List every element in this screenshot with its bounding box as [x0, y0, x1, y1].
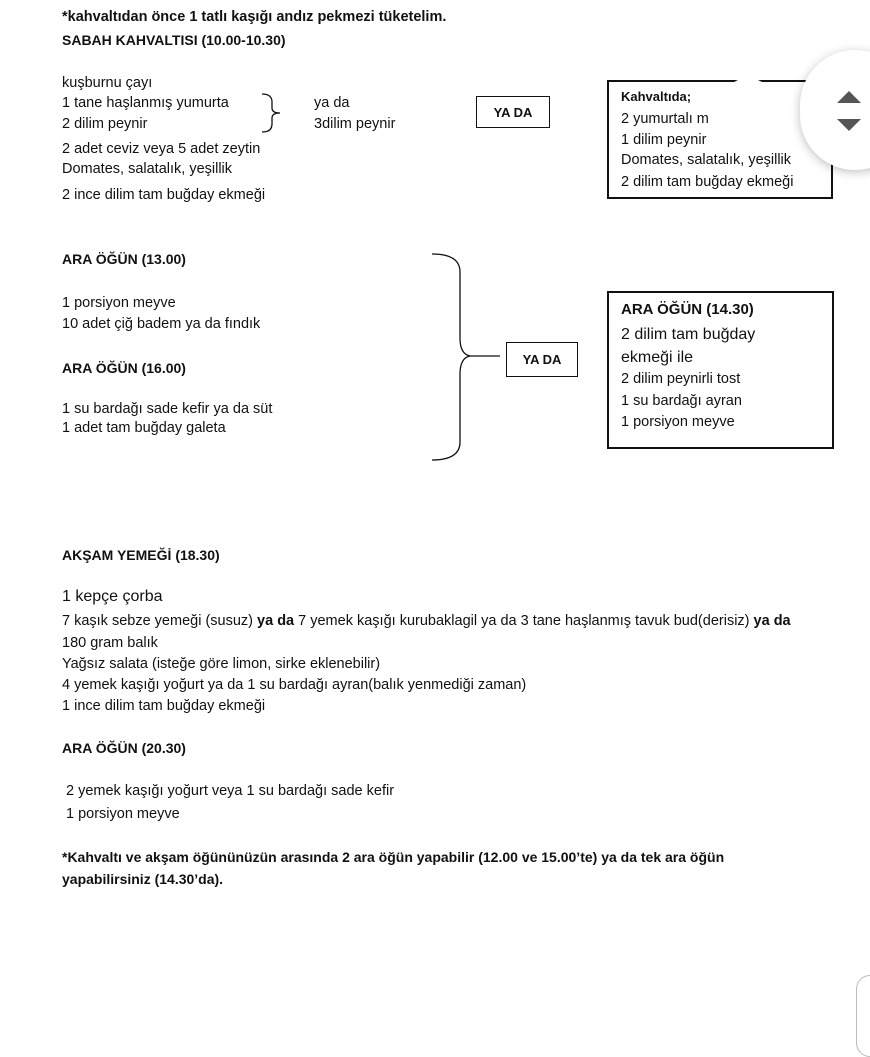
box-item: 2 dilim tam buğday ekmeği: [621, 174, 794, 190]
box-item: 1 su bardağı ayran: [621, 393, 742, 409]
list-item: 1 ince dilim tam buğday ekmeği: [62, 698, 266, 714]
box-item: ekmeği ile: [621, 349, 694, 366]
list-item: 180 gram balık: [62, 635, 158, 651]
list-item: 4 yemek kaşığı yoğurt ya da 1 su bardağı ayran(balık yenmediği zaman): [62, 677, 527, 693]
footer-note-line: *Kahvaltı ve akşam öğününüzün arasında 2 ara öğün yapabilir (12.00 ve 15.00’te) ya da tek ara öğün: [62, 849, 725, 865]
dinner-text: 7 kaşık sebze yemeği (susuz): [62, 613, 258, 629]
or-emphasis: ya da: [257, 613, 295, 629]
list-item: [62, 612, 791, 630]
box-item: Domates, salatalık, yeşillik: [621, 152, 792, 168]
snack1-title: ARA ÖĞÜN (13.00): [62, 251, 186, 267]
or-label: ya da: [314, 95, 350, 111]
list-item: Yağsız salata (isteğe göre limon, sirke eklenebilir): [62, 656, 381, 672]
or-emphasis: ya da: [753, 613, 791, 629]
list-item: kuşburnu çayı: [62, 75, 153, 91]
brace-icon: [258, 92, 288, 134]
box-item: 1 porsiyon meyve: [621, 414, 735, 430]
list-item: 2 ince dilim tam buğday ekmeği: [62, 187, 266, 203]
snack3-title: ARA ÖĞÜN (20.30): [62, 740, 186, 756]
ya-da-badge: YA DA: [476, 96, 550, 128]
big-brace-icon: [428, 250, 504, 466]
list-item: 1 su bardağı sade kefir ya da süt: [62, 401, 273, 417]
footer-note-line: yapabilirsiniz (14.30’da).: [62, 871, 224, 887]
box-item: 2 dilim peynirli tost: [621, 371, 741, 387]
ya-da-badge: YA DA: [506, 342, 578, 377]
snack2-title: ARA ÖĞÜN (16.00): [62, 360, 186, 376]
breakfast-title: SABAH KAHVALTISI (10.00-10.30): [62, 32, 286, 48]
list-item: 1 kepçe çorba: [62, 588, 163, 605]
list-item: Domates, salatalık, yeşillik: [62, 161, 233, 177]
list-item: 1 tane haşlanmış yumurta: [62, 95, 229, 111]
list-item: 10 adet çiğ badem ya da fındık: [62, 316, 261, 332]
list-item: 2 dilim peynir: [62, 116, 148, 132]
corner-widget: [856, 975, 870, 1057]
overlay-circle: [722, 78, 774, 142]
pekmez-note: *kahvaltıdan önce 1 tatlı kaşığı andız pekmezi tüketelim.: [62, 9, 447, 25]
list-item: 2 adet ceviz veya 5 adet zeytin: [62, 141, 261, 157]
list-item: 2 yemek kaşığı yoğurt veya 1 su bardağı sade kefir: [66, 783, 395, 799]
chevron-down-icon[interactable]: [836, 118, 862, 132]
alt-item: 3dilim peynir: [314, 116, 396, 132]
box-title: ARA ÖĞÜN (14.30): [621, 301, 754, 318]
list-item: 1 adet tam buğday galeta: [62, 420, 226, 436]
list-item: 1 porsiyon meyve: [62, 295, 176, 311]
dinner-title: AKŞAM YEMEĞİ (18.30): [62, 547, 220, 563]
chevron-up-icon[interactable]: [836, 90, 862, 104]
box-item: 1 dilim peynir: [621, 132, 707, 148]
box-item: 2 dilim tam buğday: [621, 326, 756, 343]
list-item: 1 porsiyon meyve: [66, 806, 180, 822]
box-item: 2 yumurtalı m: [621, 111, 709, 127]
box-title: Kahvaltıda;: [621, 89, 692, 104]
dinner-text: 7 yemek kaşığı kurubaklagil ya da 3 tane haşlanmış tavuk bud(derisiz): [294, 613, 754, 629]
